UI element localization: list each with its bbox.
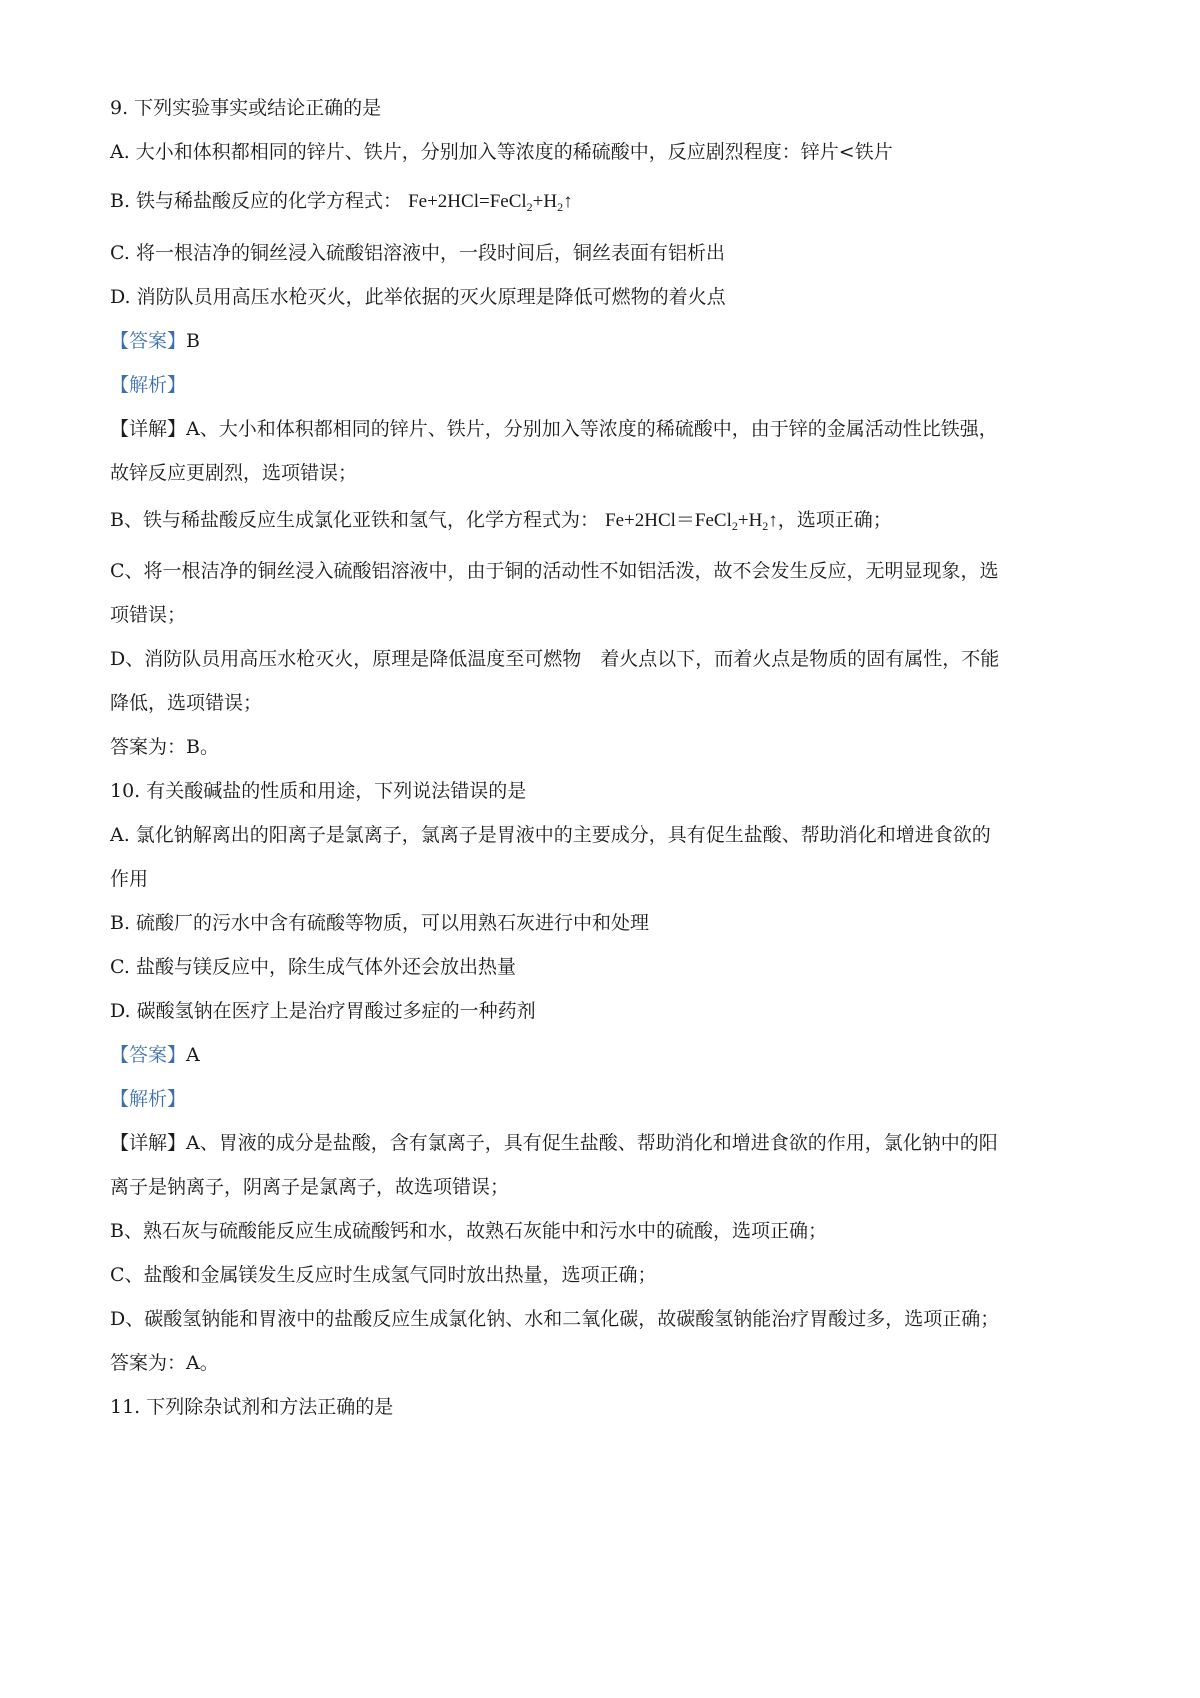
q10-option-a-line2: 作用 (110, 868, 149, 890)
q9-option-b-text: B. 铁与稀盐酸反应的化学方程式： (110, 190, 403, 212)
q10-detail-a-line2: 离子是钠离子，阴离子是氯离子，故选项错误； (110, 1176, 510, 1198)
q9-option-a: A. 大小和体积都相同的锌片、铁片，分别加入等浓度的稀硫酸中，反应剧烈程度：锌片<铁片 (110, 141, 893, 163)
answer-value: A (186, 1044, 200, 1066)
answer-tag: 【答案】 (110, 330, 187, 352)
q9-detail-a-line2: 故锌反应更剧烈，选项错误； (110, 462, 358, 484)
q10-option-d: D. 碳酸氢钠在医疗上是治疗胃酸过多症的一种药剂 (110, 1000, 536, 1022)
formula-part: Fe+2HCl＝FeCl (605, 510, 732, 531)
q9-detail-d-line1: D、消防队员用高压水枪灭火，原理是降低温度至可燃物 着火点以下，而着火点是物质的固有属性，不能 (110, 648, 1000, 670)
formula-part: Fe+2HCl=FeCl (408, 191, 527, 212)
q10-option-b: B. 硫酸厂的污水中含有硫酸等物质，可以用熟石灰进行中和处理 (110, 912, 650, 934)
gas-arrow: ↑ (563, 191, 573, 212)
q10-analysis-tag: 【解析】 (110, 1088, 187, 1110)
q11-stem: 11. 下列除杂试剂和方法正确的是 (110, 1396, 394, 1418)
q9-detail-b (110, 507, 892, 539)
q9-detail-d-line2: 降低，选项错误； (110, 692, 263, 714)
q10-option-c: C. 盐酸与镁反应中，除生成气体外还会放出热量 (110, 956, 516, 978)
answer-value: B (186, 330, 200, 352)
q10-conclusion: 答案为：A。 (110, 1352, 219, 1374)
formula-subscript: 2 (557, 200, 564, 214)
q9-option-d: D. 消防队员用高压水枪灭火，此举依据的灭火原理是降低可燃物的着火点 (110, 286, 726, 308)
q10-option-a-line1: A. 氯化钠解离出的阳离子是氯离子，氯离子是胃液中的主要成分，具有促生盐酸、帮助消化和增进食欲的 (110, 824, 991, 846)
q9-detail-c-line2: 项错误； (110, 604, 187, 626)
formula-part: +H (737, 510, 763, 531)
q9-detail-c-line1: C、将一根洁净的铜丝浸入硫酸铝溶液中，由于铜的活动性不如铝活泼，故不会发生反应，无明显现象，选 (110, 560, 999, 582)
q9-detail-a-line1: 【详解】A、大小和体积都相同的锌片、铁片，分别加入等浓度的稀硫酸中，由于锌的金属活动性比铁强， (110, 418, 998, 440)
formula-subscript: 2 (731, 519, 738, 533)
answer-tag: 【答案】 (110, 1044, 187, 1066)
q9-option-c: C. 将一根洁净的铜丝浸入硫酸铝溶液中，一段时间后，铜丝表面有铝析出 (110, 242, 725, 264)
q10-stem: 10. 有关酸碱盐的性质和用途，下列说法错误的是 (110, 780, 527, 802)
q9-detail-b-formula (605, 510, 778, 531)
q10-answer (110, 1042, 200, 1068)
q9-answer (110, 328, 200, 354)
q9-detail-b-text: B、铁与稀盐酸反应生成氯化亚铁和氢气，化学方程式为： (110, 509, 599, 531)
q10-detail-c: C、盐酸和金属镁发生反应时生成氢气同时放出热量，选项正确； (110, 1264, 657, 1286)
formula-subscript: 2 (762, 519, 769, 533)
q9-option-b-formula (408, 191, 573, 212)
q9-detail-b-suffix: ，选项正确； (777, 509, 892, 531)
q9-option-b (110, 188, 573, 220)
q10-detail-d: D、碳酸氢钠能和胃液中的盐酸反应生成氯化钠、水和二氧化碳，故碳酸氢钠能治疗胃酸过多，选项正确； (110, 1308, 1000, 1330)
q10-detail-a-line1: 【详解】A、胃液的成分是盐酸，含有氯离子，具有促生盐酸、帮助消化和增进食欲的作用，氯化钠中的阳 (110, 1132, 998, 1154)
q9-analysis-tag: 【解析】 (110, 374, 187, 396)
formula-subscript: 2 (526, 200, 533, 214)
q9-stem: 9. 下列实验事实或结论正确的是 (110, 97, 382, 119)
formula-part: +H (532, 191, 558, 212)
gas-arrow: ↑ (768, 510, 778, 531)
q9-conclusion: 答案为：B。 (110, 736, 219, 758)
q10-detail-b: B、熟石灰与硫酸能反应生成硫酸钙和水，故熟石灰能中和污水中的硫酸，选项正确； (110, 1220, 827, 1242)
